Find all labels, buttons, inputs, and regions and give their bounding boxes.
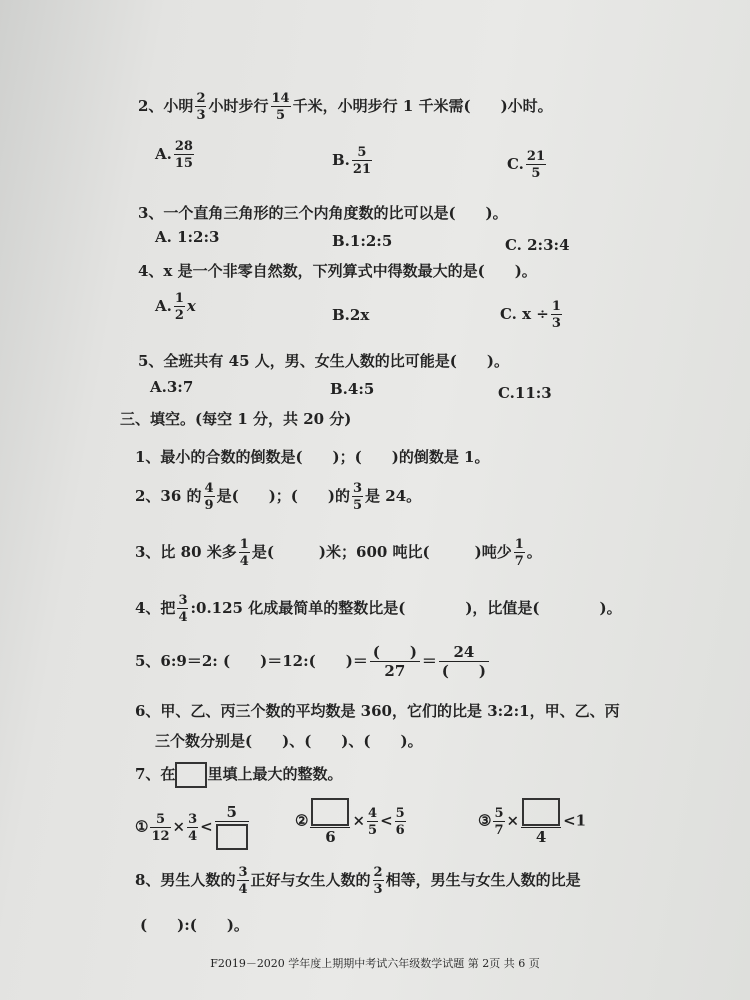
fill-2 [135,482,421,512]
q2-option-c[interactable] [507,150,548,180]
fill-7-expr-2 [295,798,408,845]
denominator: 9 [204,498,214,513]
variable-x: x [186,297,196,315]
question-3: 3、一个直角三角形的三个内角度数的比可以是( )。 [138,204,508,222]
numerator: 5 [494,805,504,821]
numerator: 5 [226,803,237,821]
denominator: ( ) [439,661,489,679]
numerator: 1 [514,537,524,552]
q3-option-b[interactable]: B.1:2:5 [332,232,393,250]
q4-option-b[interactable]: B.2x [332,306,370,324]
answer-box[interactable] [175,762,207,788]
q2-option-a[interactable] [155,140,196,170]
page-footer: F2019－2020 学年度上期期中考试六年级数学试题 第 2页 共 6 页 [210,957,540,970]
text: 正好与女生人数的 [250,871,371,889]
fill-7 [135,762,342,788]
fraction [195,92,206,122]
q5-option-a[interactable]: A.3:7 [150,378,194,396]
numerator: 24 [453,643,475,661]
numerator: 3 [178,593,188,608]
answer-box[interactable] [522,798,560,826]
numerator: 4 [204,481,214,496]
text: 。 [526,543,542,561]
fraction [521,798,561,845]
text: 8、男生人数的 [135,871,236,889]
q3-option-a[interactable]: A. 1:2:3 [155,228,220,246]
q5-option-b[interactable]: B.4:5 [330,380,375,398]
fraction [367,807,378,837]
times-sign: × [352,811,366,830]
fill-4 [135,594,622,624]
denominator: 6 [395,822,405,838]
fraction [514,538,525,568]
answer-box[interactable] [311,798,349,826]
q5-option-c[interactable]: C.11:3 [498,384,552,402]
denominator: 3 [373,882,383,897]
denominator: 4 [178,610,188,625]
denominator: 6 [310,827,350,845]
fill-7-expr-3 [478,798,586,845]
q2-prefix: 2、小明 [138,97,194,115]
answer-box[interactable] [216,824,248,850]
fraction [239,538,250,568]
q4-option-a[interactable] [155,292,196,322]
less-than: < [380,811,393,830]
fraction [177,594,188,624]
fraction [493,807,504,837]
numerator: 28 [174,139,193,154]
fraction [551,300,562,330]
question-5: 5、全班共有 45 人，男、女生人数的比可能是( )。 [138,352,509,370]
numerator: 5 [155,811,166,827]
fraction [215,805,249,850]
times-sign: × [506,811,520,830]
section-title: 三、填空。(每空 1 分，共 20 分) [120,410,352,428]
option-letter: B. [332,151,350,169]
q3-option-c[interactable]: C. 2:3:4 [505,236,570,254]
text: 里填上最大的整数。 [207,765,343,783]
denominator: 7 [494,822,504,838]
numerator: 1 [174,291,184,306]
numerator: 2 [373,865,383,880]
q2-mid: 小时步行 [208,97,269,115]
fraction [204,482,215,512]
numerator: 5 [395,805,405,821]
denominator: 2 [174,308,184,323]
fraction [370,645,420,679]
numerator: 1 [551,299,561,314]
denominator: 4 [239,554,249,569]
numerator: 3 [188,811,198,827]
numerator: 2 [196,91,206,106]
fraction [310,798,350,845]
circled-number: ② [295,811,309,830]
denominator: 3 [551,316,561,331]
text: 是( )；( )的 [216,487,350,505]
denominator: 7 [514,554,524,569]
fraction [352,482,363,512]
denominator: 27 [370,661,420,679]
fill-7-expr-1 [135,805,251,850]
denominator: 15 [174,156,193,171]
fraction [150,813,170,843]
denominator: 5 [352,498,363,513]
times-sign: × [172,817,186,836]
text: 是 24。 [365,487,422,505]
less-than: <1 [563,811,587,830]
denominator: 5 [526,164,546,180]
q4-option-c[interactable] [500,300,564,330]
denominator: 12 [151,828,170,844]
fraction [395,807,406,837]
denominator: 4 [238,882,248,897]
option-letter: A. [155,297,172,315]
denominator: 4 [521,827,561,845]
fill-6-line-2: 三个数分别是( )、( )、( )。 [155,732,423,750]
text: 7、在 [135,765,176,783]
text: 4、把 [135,599,176,617]
numerator: 4 [368,805,378,821]
q2-option-b[interactable] [332,146,374,176]
denominator: 4 [188,828,198,844]
fraction [271,92,291,122]
fill-1: 1、最小的合数的倒数是( )；( )的倒数是 1。 [135,448,490,466]
text: ＝ [421,652,437,670]
fraction [174,292,185,322]
text: :0.125 化成最简单的整数比是( )，比值是( )。 [190,599,622,617]
fraction [237,866,248,896]
text: 相等，男生与女生人数的比是 [385,871,581,889]
fill-5 [135,645,491,679]
option-letter: C. [507,155,524,173]
denominator: 5 [368,822,378,838]
fraction [174,140,194,170]
fraction [187,813,198,843]
text: 是( )米；600 吨比( )吨少 [251,543,512,561]
option-letter: C. x ÷ [500,305,549,323]
denominator: 21 [352,162,371,177]
fraction [526,150,546,180]
fill-8 [135,866,581,896]
numerator [310,798,350,827]
fill-3 [135,538,542,568]
numerator: ( ) [372,643,417,661]
fill-6-line-1: 6、甲、乙、丙三个数的平均数是 360，它们的比是 3:2:1，甲、乙、丙 [135,702,620,720]
numerator: 1 [239,537,249,552]
option-letter: A. [155,145,172,163]
fill-8-line-2: ( ):( )。 [140,916,249,934]
numerator: 21 [526,149,545,164]
denominator [215,821,249,850]
numerator: 5 [357,145,367,160]
q2-suffix: 千米，小明步行 1 千米需( )小时。 [292,97,553,115]
fraction [439,645,489,679]
denominator: 5 [271,106,291,122]
numerator [521,798,561,827]
numerator: 3 [238,865,248,880]
question-2 [138,92,553,122]
question-4: 4、x 是一个非零自然数，下列算式中得数最大的是( )。 [138,262,537,280]
numerator: 14 [271,91,290,106]
text: 2、36 的 [135,487,202,505]
fraction [373,866,384,896]
fraction [352,146,372,176]
less-than: < [200,817,213,836]
circled-number: ③ [478,811,492,830]
text: 5、6:9＝2: ( )＝12:( )＝ [135,652,368,670]
numerator: 3 [352,481,363,496]
circled-number: ① [135,817,149,836]
text: 3、比 80 米多 [135,543,237,561]
denominator: 3 [196,108,206,123]
